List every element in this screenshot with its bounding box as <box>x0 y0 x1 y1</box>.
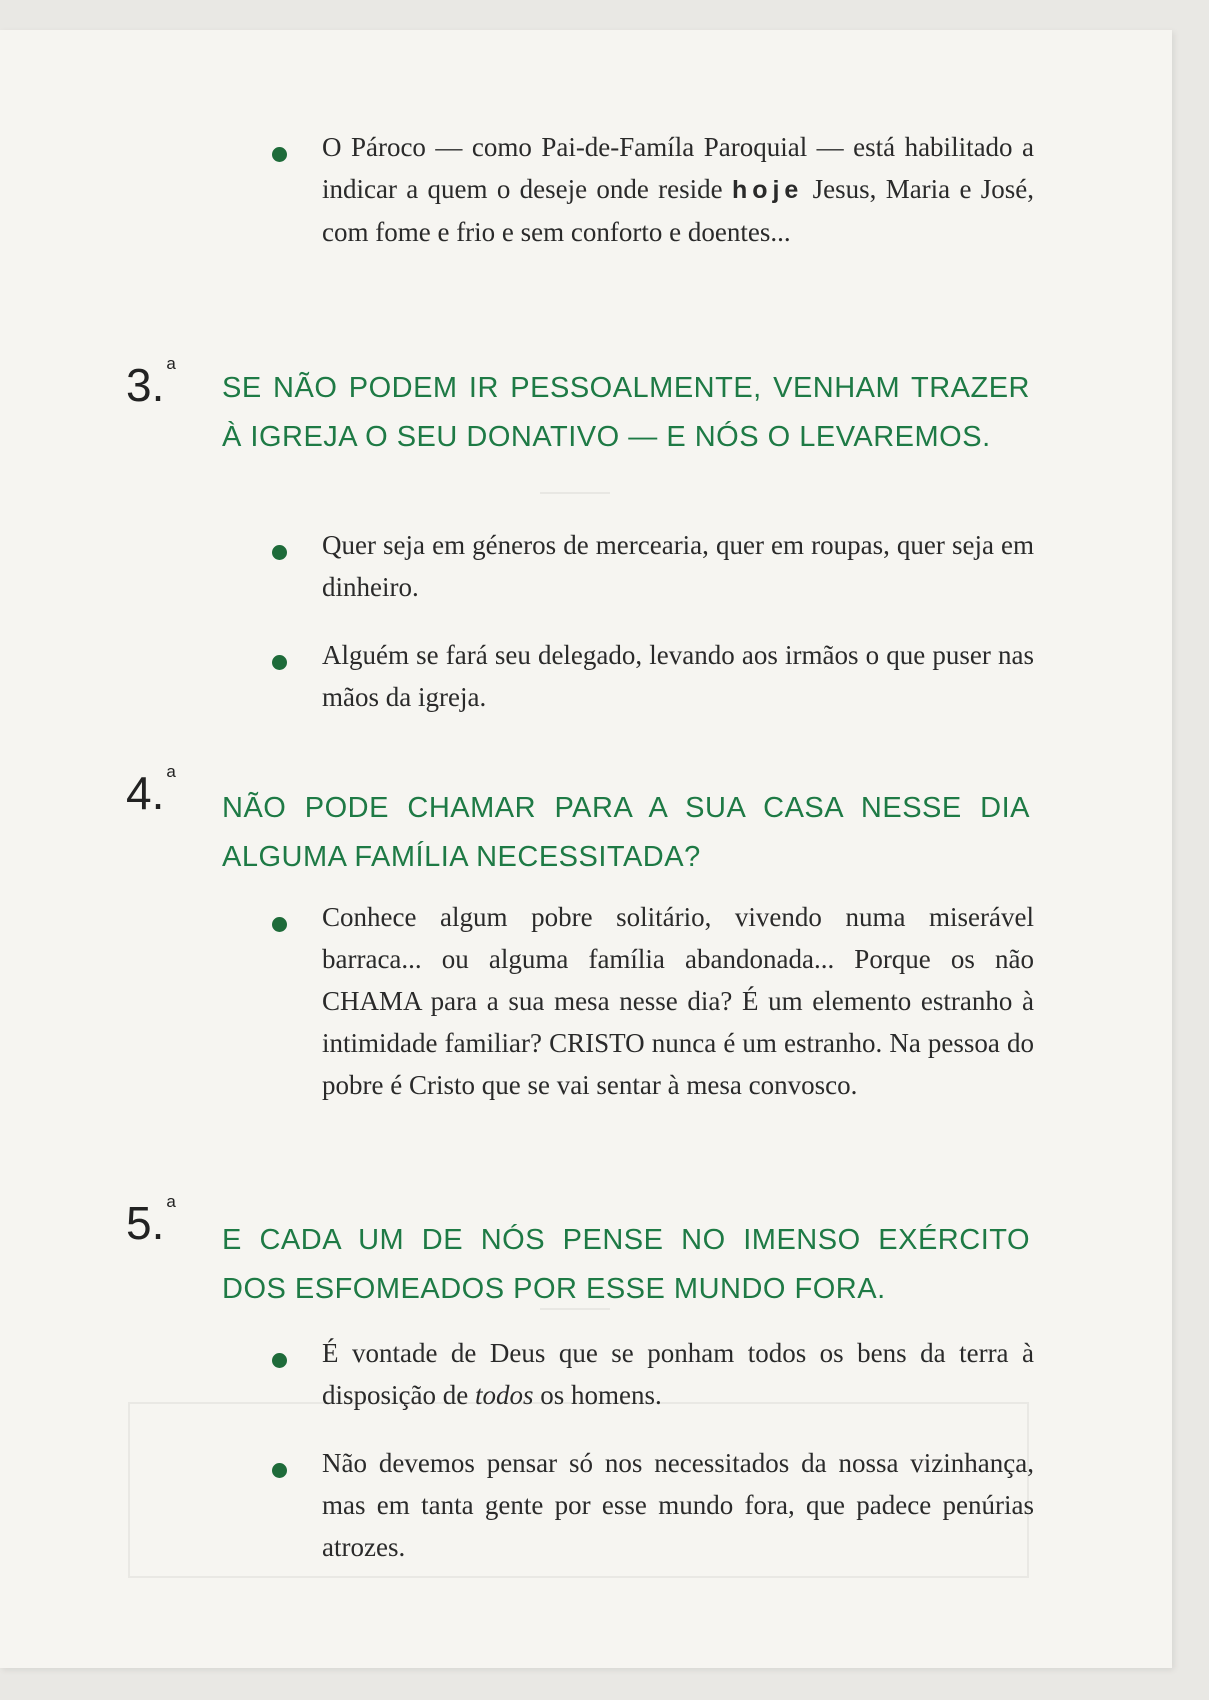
section-5-heading: E CADA UM DE NÓS PENSE NO IMENSO EXÉRCITO DOS ESFOMEADOS POR ESSE MUNDO FORA. <box>222 1224 1030 1305</box>
section-4-heading: NÃO PODE CHAMAR PARA A SUA CASA NESSE DIA ALGUMA FAMÍLIA NECESSITADA? <box>222 792 1030 873</box>
bullet-dot <box>272 545 287 560</box>
emphasis-hoje: hoje <box>731 176 804 204</box>
section-5-bullet-2: Não devemos pensar só nos necessitados da nossa vizinhança, mas em tanta gente por esse mundo fora, que padece penúrias atrozes. <box>322 1448 1034 1562</box>
paragraph-text: O Pároco — como Pai-de-Famíla Paroquial — está habilitado a indicar a quem o deseje onde reside <box>322 132 1034 204</box>
document-page <box>0 30 1172 1668</box>
section-5-bullet-1 <box>322 1332 1034 1416</box>
bullet-dot <box>272 1353 287 1368</box>
bullet-dot <box>272 917 287 932</box>
emphasis-todos: todos <box>474 1380 534 1410</box>
bullet-dot <box>272 1463 287 1478</box>
section-4-bullet-1: Conhece algum pobre solitário, vivendo numa miserável barraca... ou alguma família abandonada... Porque os não CHAMA para a sua mesa nesse dia? É um elemento estranho à intimidade familiar? CRISTO nunca é um estranho. Na pessoa do pobre é Cristo que se vai sentar à mesa convosco. <box>322 902 1034 1100</box>
section-number-3: 3. $^a$ <box>126 353 176 411</box>
paragraph-text: os homens. <box>533 1380 662 1410</box>
section-3-heading: SE NÃO PODEM IR PESSOALMENTE, VENHAM TRAZER À IGREJA O SEU DONATIVO — E NÓS O LEVAREMOS. <box>222 372 1030 453</box>
bullet-dot <box>272 655 287 670</box>
paragraph-text: Jesus, Maria e José, com fome e frio e sem conforto e doentes... <box>322 174 1034 247</box>
paragraph-text: É vontade de Deus que se ponham todos os bens da terra à disposição de <box>322 1338 1034 1410</box>
section-number-5: 5. $^a$ <box>126 1191 176 1249</box>
section-3-bullet-2: Alguém se fará seu delegado, levando aos irmãos o que puser nas mãos da igreja. <box>322 640 1034 712</box>
bullet-dot <box>272 147 287 162</box>
section-3-bullet-1: Quer seja em géneros de mercearia, quer em roupas, quer seja em dinheiro. <box>322 530 1034 602</box>
ornament-divider <box>540 492 610 494</box>
section-number-4: 4. $^a$ <box>126 761 176 819</box>
paragraph-paroco <box>322 126 1034 253</box>
